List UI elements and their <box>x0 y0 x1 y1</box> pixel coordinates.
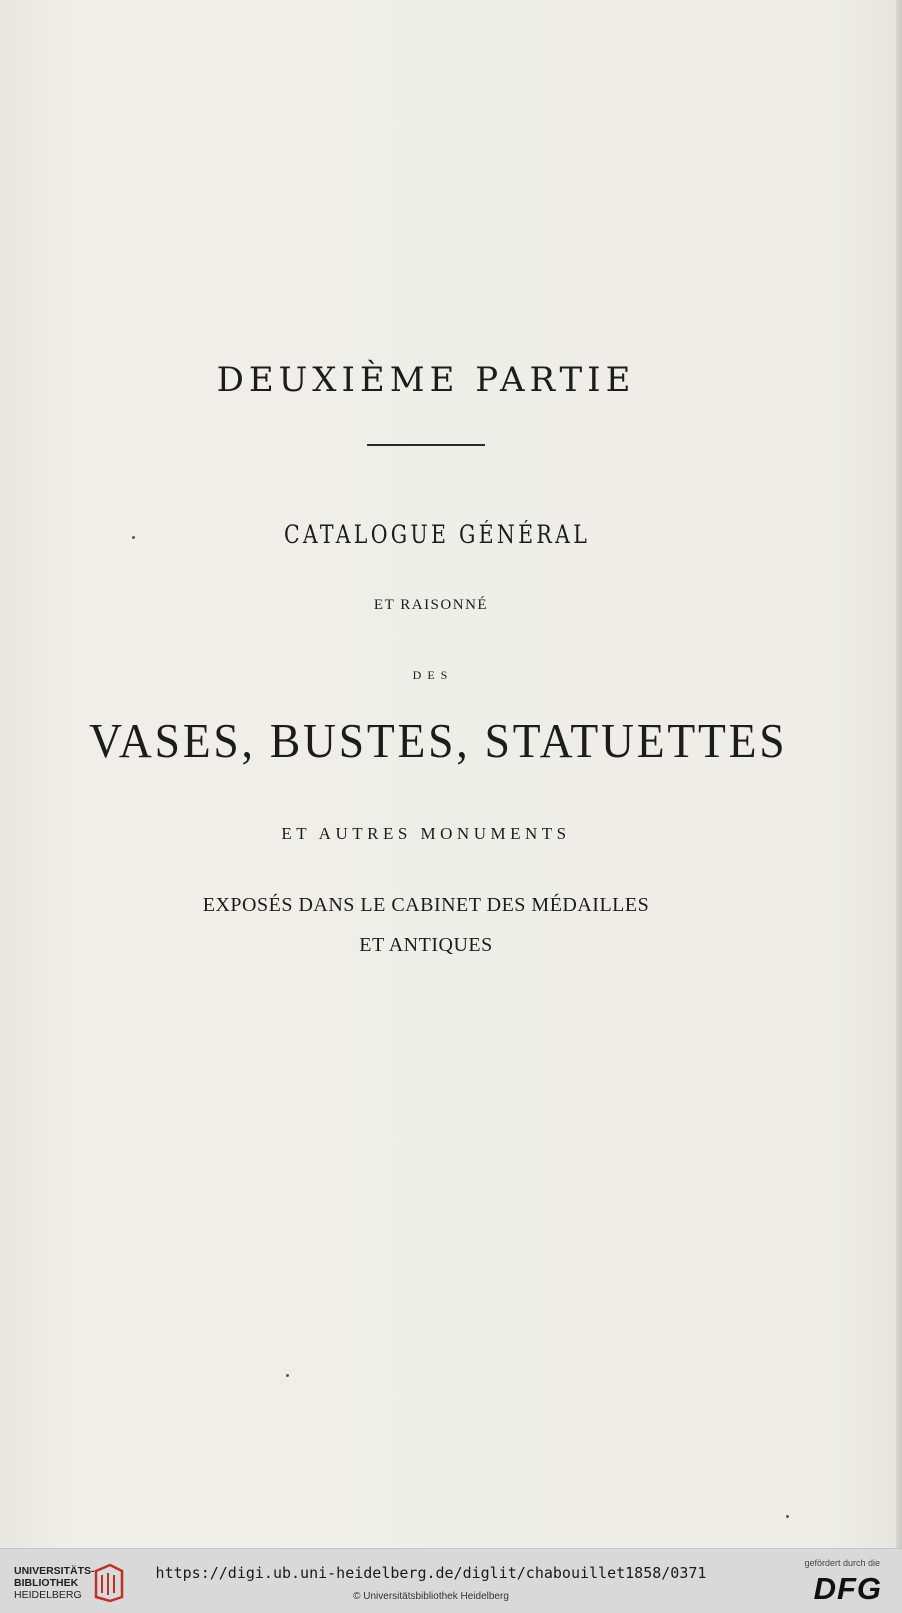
copyright-notice: © Universitätsbibliothek Heidelberg <box>353 1591 509 1602</box>
raisonne-line: ET RAISONNÉ <box>373 597 489 613</box>
ink-speck <box>786 1515 789 1518</box>
ink-speck <box>286 1374 289 1377</box>
dfg-logo: DFG <box>813 1571 882 1606</box>
funding-label: gefördert durch die <box>804 1558 880 1568</box>
autres-monuments-line: ET AUTRES MONUMENTS <box>281 824 571 843</box>
library-name-line3: HEIDELBERG <box>14 1589 82 1601</box>
part-title: DEUXIÈME PARTIE <box>216 360 636 400</box>
exposes-line: EXPOSÉS DANS LE CABINET DES MÉDAILLES <box>202 894 650 916</box>
main-title: VASES, BUSTES, STATUETTES <box>89 713 788 768</box>
des-line: DES <box>412 668 454 682</box>
ink-speck <box>132 536 135 539</box>
page-edge <box>896 0 902 1548</box>
catalogue-heading: CATALOGUE GÉNÉRAL <box>283 520 591 549</box>
title-rule <box>367 444 485 446</box>
viewer-footer <box>0 1548 902 1613</box>
permalink-url[interactable]: https://digi.ub.uni-heidelberg.de/diglit/chabouillet1858/0371 <box>155 1564 707 1582</box>
library-name-line2: BIBLIOTHEK <box>14 1577 79 1589</box>
antiques-line: ET ANTIQUES <box>359 934 493 956</box>
library-name-line1: UNIVERSITÄTS- <box>14 1565 95 1577</box>
